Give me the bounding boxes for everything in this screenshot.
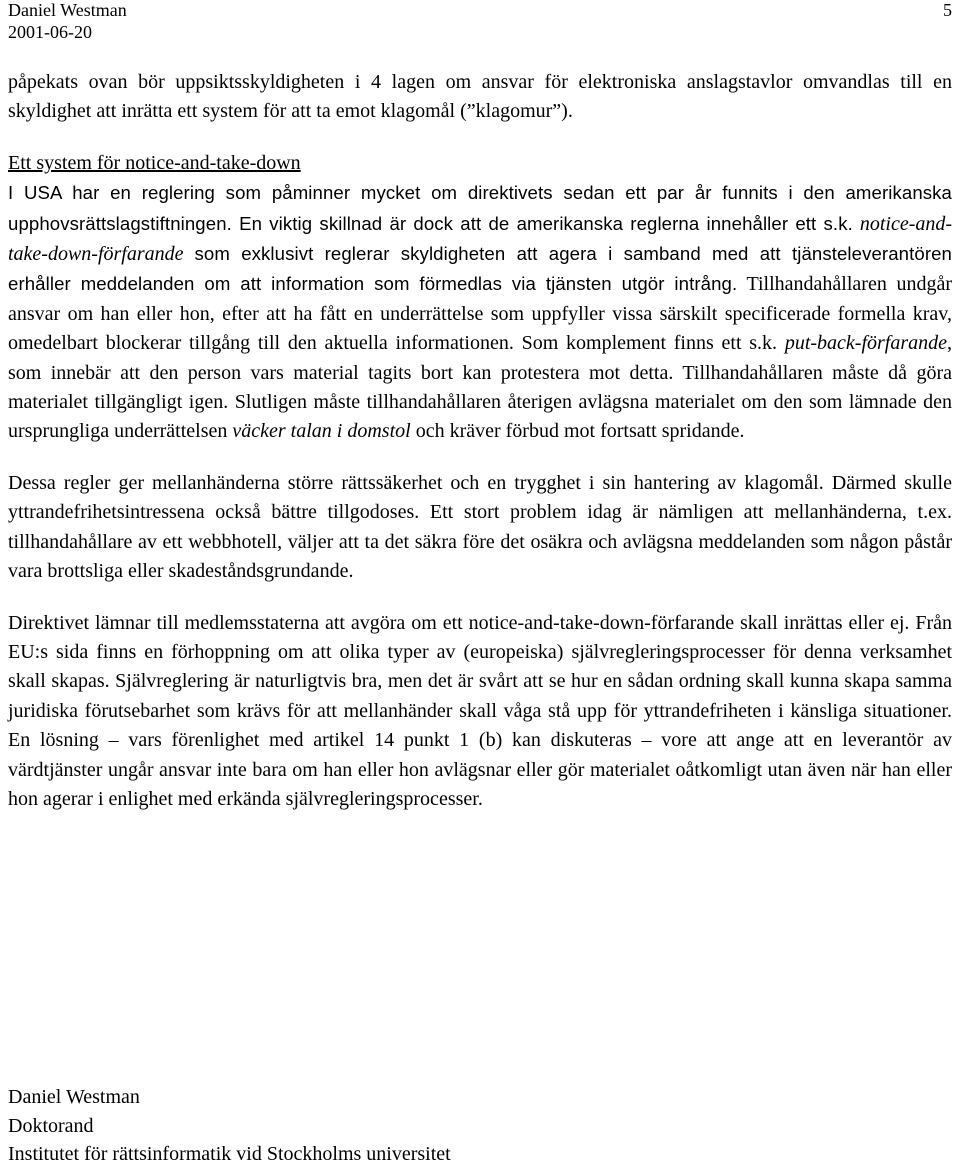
paragraph-legal-certainty: Dessa regler ger mellanhänderna större rättssäkerhet och en trygghet i sin hantering av klagomål. Därmed skulle yttrandefrihetsintressena också bättre tillgodoses. Ett stort problem idag är nämligen att mellanhänderna, t.ex. tillhandahållare av ett webbhotell, väljer att ta det säkra före det osäkra och avlägsna meddelanden som någon påstår vara brottsliga eller skadeståndsgrundande. bbox=[8, 471, 952, 583]
emphasis-vacker-talan: väcker talan i domstol bbox=[232, 420, 411, 443]
paragraph-directive: Direktivet lämnar till medlemsstaterna att avgöra om ett notice-and-take-down-förfarande skall inrättas eller ej. Från EU:s sida finns en förhoppning om att olika typer av (europeiska) självregleringsprocesser för denna verksamhet skall skapas. Självreglering är naturligtvis bra, men det är svårt att se hur en sådan ordning skall kunna skapa samma juridiska förutsebarhet som krävs för att mellanhänder skall våga stå upp för yttrandefriheten i känsliga situationer. En lösning – vars förenlighet med artikel 14 punkt 1 (b) kan diskuteras – vore att ange att en leverantör av värdtjänster ungår ansvar inte bara om han eller hon avlägsnar eller gör materialet oåtkomligt utan även när han eller hon agerar i enlighet med erkända självregleringsprocesser. bbox=[8, 611, 952, 810]
signature-block bbox=[8, 1083, 451, 1169]
section-intro-text: I USA har en reglering som påminner mycket om direktivets sedan ett par år funnits i den amerikanska upphovsrättslagstiftningen. En viktig skillnad är dock att de amerikanska reglerna innehåller ett s.k. bbox=[8, 182, 952, 234]
document-body bbox=[8, 68, 952, 836]
signature-affiliation: Institutet för rättsinformatik vid Stockholms universitet bbox=[8, 1143, 451, 1165]
section-end-text: och kräver förbud mot fortsatt spridande. bbox=[415, 420, 745, 443]
section-put-back-text: , som innebär att den person vars material tagits bort kan protestera mot detta. Tillhandahållaren måste då göra materialet tillgängligt igen. Slutligen måste tillhandahållaren återigen avlägsna materialet om den som lämnade den ursprungliga underrättelsen bbox=[8, 332, 952, 443]
paragraph-continued: påpekats ovan bör uppsiktsskyldigheten i 4 lagen om ansvar för elektroniska anslagstavlor omvandlas till en skyldighet att inrätta ett system för att ta emot klagomål (”klagomur”). bbox=[8, 71, 952, 123]
emphasis-put-back: put-back-förfarande bbox=[784, 332, 947, 355]
page-header bbox=[8, 0, 952, 44]
signature-title: Doktorand bbox=[8, 1114, 94, 1137]
signature-name: Daniel Westman bbox=[8, 1086, 140, 1108]
emphasis-notice-and-take-down: notice-and-take-down-förfarande bbox=[8, 212, 953, 266]
section-heading: Ett system för notice-and-take-down bbox=[8, 151, 301, 174]
section-notice-and-take-down bbox=[8, 149, 952, 447]
header-date: 2001-06-20 bbox=[8, 22, 92, 42]
page-number: 5 bbox=[943, 0, 952, 20]
header-author: Daniel Westman bbox=[8, 0, 127, 20]
section-liability-text: Tillhandahållaren undgår ansvar om han eller hon, efter att ha fått en underrättelse som uppfyller vissa särskilt specificerade formella krav, omedelbart blockerar tillgång till den aktuella informationen. Som komplement finns ett s.k. bbox=[8, 273, 952, 355]
section-middle-text: som exklusivt reglerar skyldigheten att agera i samband med att tjänsteleverantören erhåller meddelanden om att information som förmedlas via tjänsten utgör intrång. bbox=[8, 243, 952, 295]
